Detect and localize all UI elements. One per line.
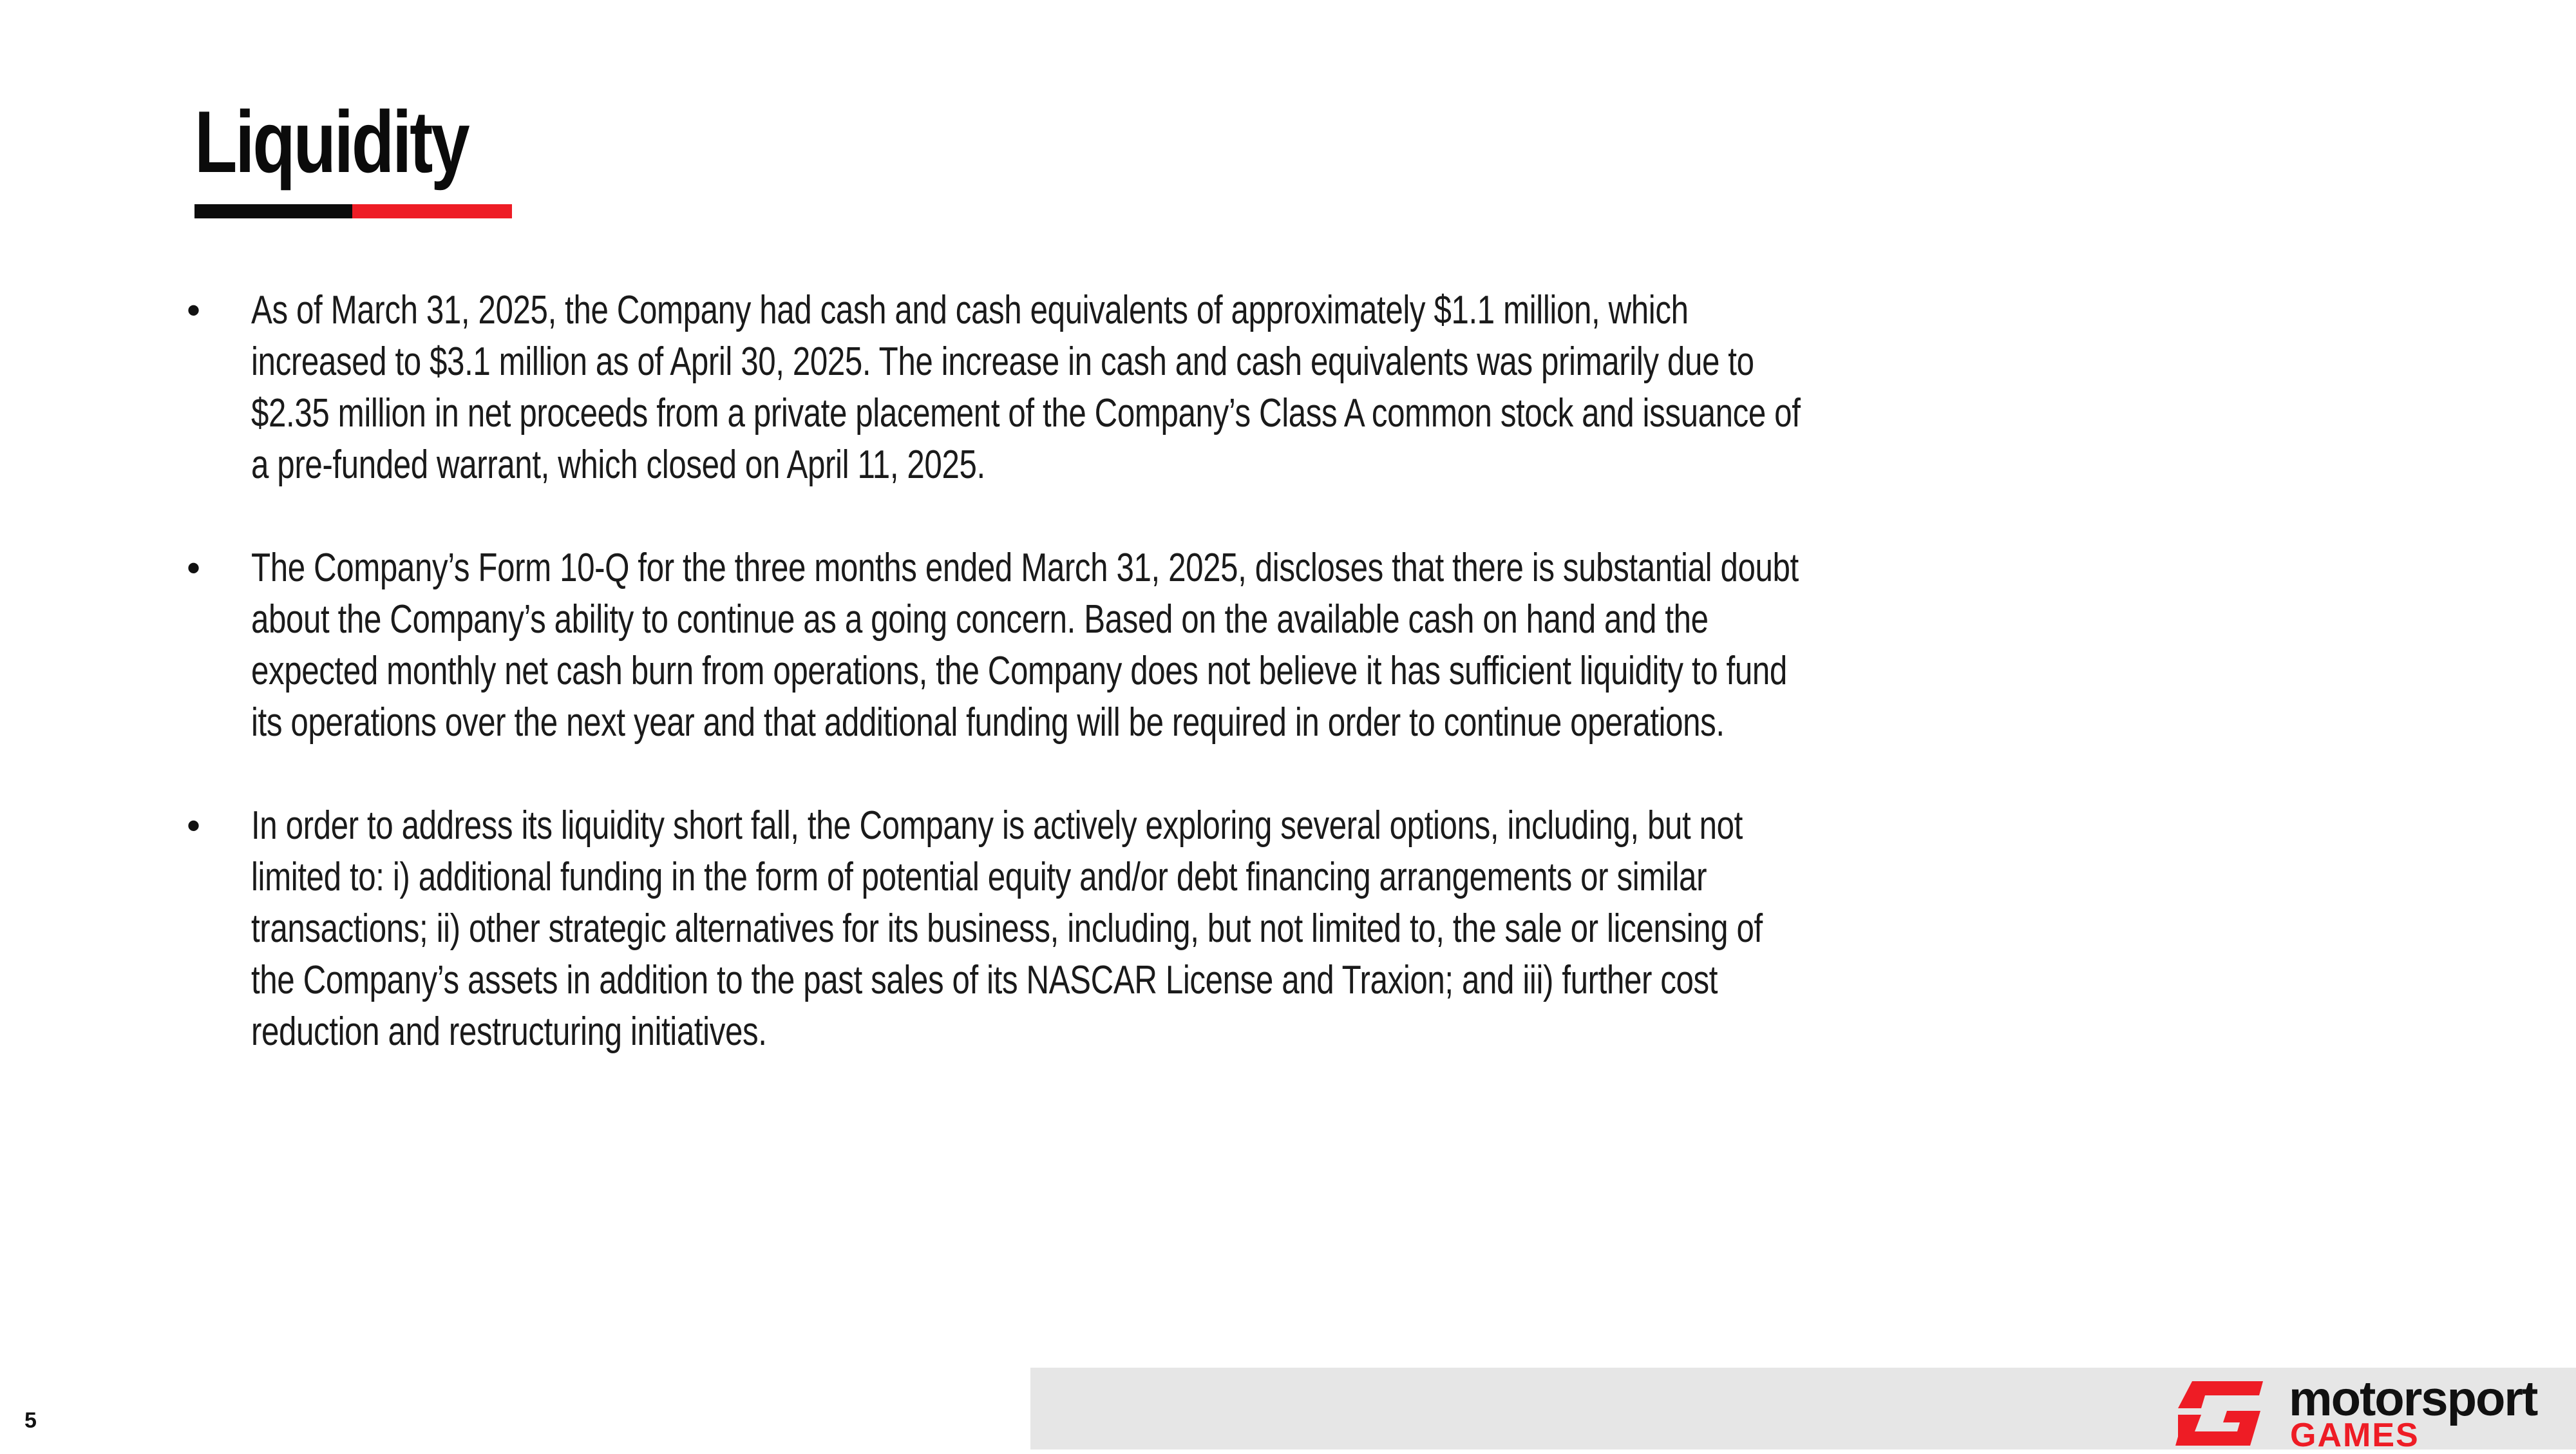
bullet-text: In order to address its liquidity short fall, the Company is actively exploring several options, including, but not limited to: i) additional funding in the form of potential equity and/or debt financing arrangements or similar transactions; ii) other strategic alternatives for its business, including, but not limited to, the sale or licensing of the Company’s assets in addition to the past sales of its NASCAR License and Traxion; and iii) further cost reduction and restructuring initiatives. <box>251 803 1763 1054</box>
title-underline-black <box>194 204 352 218</box>
bullet-text: The Company’s Form 10-Q for the three months ended March 31, 2025, discloses that there is substantial doubt about the Company’s ability to continue as a going concern. Based on the available cash on hand and the expected monthly net cash burn from operations, the Company does not believe it has sufficient liquidity to fund its operations over the next year and that additional funding will be required in order to continue operations. <box>251 546 1799 745</box>
bullet-marker: • <box>187 804 201 847</box>
slide-title: Liquidity <box>194 93 468 191</box>
company-logo <box>2175 1372 2570 1454</box>
bullet-item-cash <box>187 285 2119 491</box>
bullet-list <box>187 285 2119 1109</box>
logo-wordmark: motorsport <box>2289 1372 2537 1426</box>
bullet-marker: • <box>187 289 201 332</box>
bullet-marker: • <box>187 546 201 589</box>
title-underline <box>194 204 512 218</box>
bullet-item-options <box>187 800 2119 1058</box>
page-number: 5 <box>24 1408 37 1433</box>
motorsport-games-logo-mark-icon <box>2175 1381 2263 1446</box>
bullet-text: As of March 31, 2025, the Company had cash and cash equivalents of approximately $1.1 million, which increased to $3.1 million as of April 30, 2025. The increase in cash and cash equivalents was primarily due to $2.35 million in net proceeds from a private placement of the Company’s Class A common stock and issuance of a pre-funded warrant, which closed on April 11, 2025. <box>251 288 1801 487</box>
logo-mark-shapes <box>2175 1381 2263 1446</box>
bullet-item-going-concern <box>187 542 2119 749</box>
title-underline-red <box>352 204 512 218</box>
logo-subtitle: GAMES <box>2290 1417 2420 1454</box>
